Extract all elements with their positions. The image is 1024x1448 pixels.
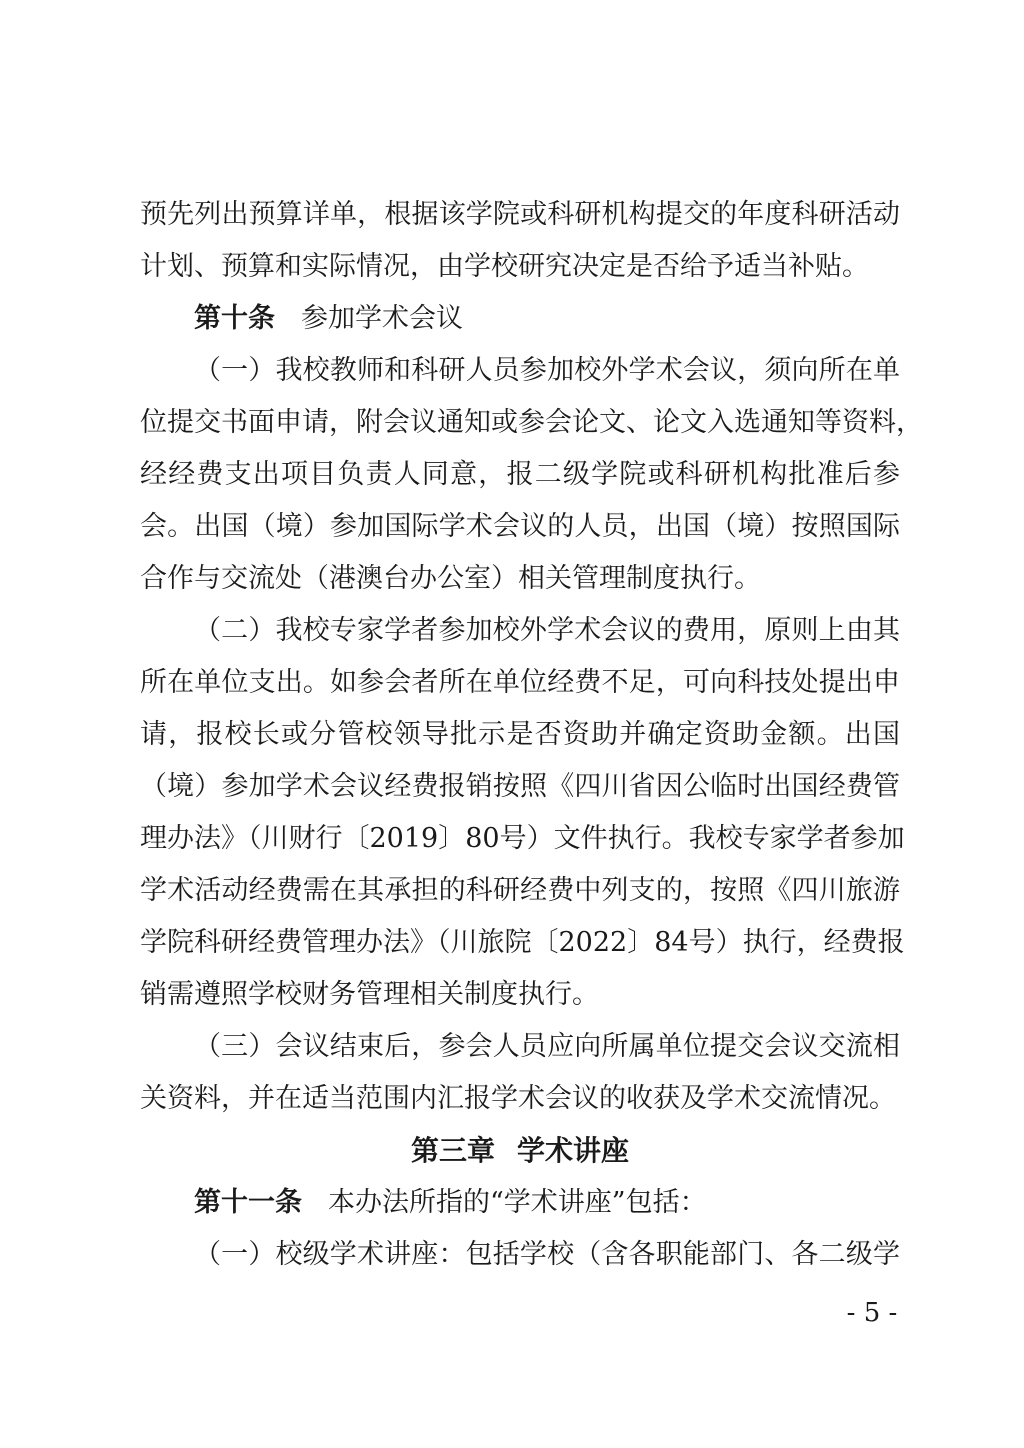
paragraph-line: （二）我校专家学者参加校外学术会议的费用，原则上由其: [194, 615, 900, 646]
article-10-heading: [140, 293, 900, 345]
paragraph-line: 关资料，并在适当范围内汇报学术会议的收获及学术交流情况。: [140, 1083, 896, 1114]
paragraph-line: 位提交书面申请，附会议通知或参会论文、论文入选通知等资料，: [140, 407, 923, 438]
article-11-heading: [140, 1177, 900, 1229]
article-number: 第十一条: [194, 1187, 302, 1218]
paragraph-line: 合作与交流处（港澳台办公室）相关管理制度执行。: [140, 563, 761, 594]
paragraph-line: 计划、预算和实际情况，由学校研究决定是否给予适当补贴。: [140, 251, 869, 282]
paragraph-line: 销需遵照学校财务管理相关制度执行。: [140, 979, 599, 1010]
paragraph-line: 所在单位支出。如参会者所在单位经费不足，可向科技处提出申: [140, 667, 900, 698]
paragraph-line: 经经费支出项目负责人同意，报二级学院或科研机构批准后参: [140, 459, 900, 490]
paragraph-line: 理办法》（川财行〔2019〕80号）文件执行。我校专家学者参加: [140, 823, 905, 854]
paragraph-line: 预先列出预算详单，根据该学院或科研机构提交的年度科研活动: [140, 199, 900, 230]
paragraph-line: 学院科研经费管理办法》（川旅院〔2022〕84号）执行，经费报: [140, 927, 905, 958]
paragraph-line: 学术活动经费需在其承担的科研经费中列支的，按照《四川旅游: [140, 875, 900, 906]
paragraph-line: （三）会议结束后，参会人员应向所属单位提交会议交流相: [194, 1031, 900, 1062]
paragraph-line: 会。出国（境）参加国际学术会议的人员，出国（境）按照国际: [140, 511, 900, 542]
paragraph-line: （一）校级学术讲座：包括学校（含各职能部门、各二级学: [194, 1239, 900, 1270]
article-title: 本办法所指的“学术讲座”包括：: [328, 1187, 707, 1218]
paragraph-line: 请，报校长或分管校领导批示是否资助并确定资助金额。出国: [140, 719, 900, 750]
article-title: 参加学术会议: [301, 303, 463, 334]
paragraph-line: （一）我校教师和科研人员参加校外学术会议，须向所在单: [194, 355, 900, 386]
article-number: 第十条: [194, 303, 275, 334]
chapter-title: 学术讲座: [517, 1134, 630, 1167]
chapter-heading: [140, 1125, 900, 1177]
chapter-number: 第三章: [410, 1134, 495, 1167]
paragraph-line: （境）参加学术会议经费报销按照《四川省因公临时出国经费管: [140, 771, 900, 802]
page-number: - 5 -: [846, 1298, 898, 1328]
document-body: [140, 189, 923, 1281]
